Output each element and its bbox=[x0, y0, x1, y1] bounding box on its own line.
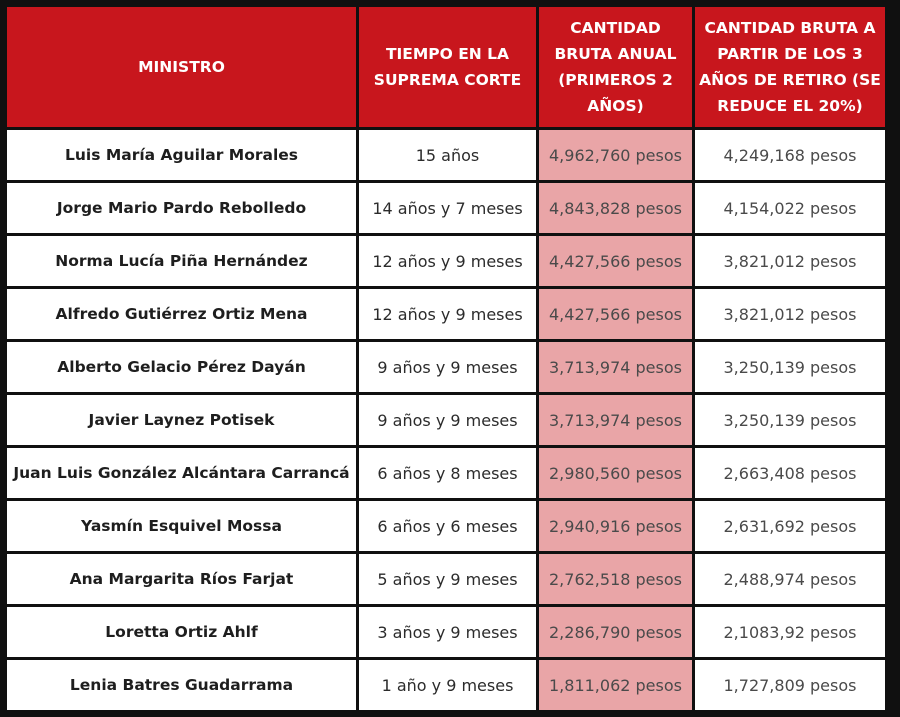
tenure-cell: 14 años y 7 meses bbox=[359, 183, 536, 233]
tenure-cell: 5 años y 9 meses bbox=[359, 554, 536, 604]
retirement-amount-cell: 3,250,139 pesos bbox=[695, 342, 885, 392]
minister-name-cell: Yasmín Esquivel Mossa bbox=[7, 501, 356, 551]
retirement-amount-cell: 3,821,012 pesos bbox=[695, 289, 885, 339]
pensions-table bbox=[4, 4, 888, 713]
annual-amount-cell: 3,713,974 pesos bbox=[539, 342, 692, 392]
table-body bbox=[7, 130, 885, 710]
table-row bbox=[7, 342, 885, 392]
tenure-cell: 9 años y 9 meses bbox=[359, 342, 536, 392]
minister-name-cell: Lenia Batres Guadarrama bbox=[7, 660, 356, 710]
minister-name-cell: Loretta Ortiz Ahlf bbox=[7, 607, 356, 657]
table-row bbox=[7, 395, 885, 445]
retirement-amount-cell: 4,154,022 pesos bbox=[695, 183, 885, 233]
annual-amount-cell: 2,286,790 pesos bbox=[539, 607, 692, 657]
minister-name-cell: Alberto Gelacio Pérez Dayán bbox=[7, 342, 356, 392]
annual-amount-cell: 1,811,062 pesos bbox=[539, 660, 692, 710]
table-row bbox=[7, 183, 885, 233]
tenure-cell: 9 años y 9 meses bbox=[359, 395, 536, 445]
retirement-amount-cell: 2,488,974 pesos bbox=[695, 554, 885, 604]
retirement-amount-cell: 2,1083,92 pesos bbox=[695, 607, 885, 657]
annual-amount-cell: 4,962,760 pesos bbox=[539, 130, 692, 180]
retirement-amount-cell: 4,249,168 pesos bbox=[695, 130, 885, 180]
table-row bbox=[7, 554, 885, 604]
annual-amount-cell: 4,427,566 pesos bbox=[539, 289, 692, 339]
header-retiro: CANTIDAD BRUTA A PARTIR DE LOS 3 AÑOS DE RETIRO (SE REDUCE EL 20%) bbox=[695, 7, 885, 127]
table-row bbox=[7, 289, 885, 339]
minister-name-cell: Javier Laynez Potisek bbox=[7, 395, 356, 445]
minister-name-cell: Juan Luis González Alcántara Carrancá bbox=[7, 448, 356, 498]
header-tiempo: TIEMPO EN LA SUPREMA CORTE bbox=[359, 7, 536, 127]
tenure-cell: 12 años y 9 meses bbox=[359, 236, 536, 286]
minister-name-cell: Jorge Mario Pardo Rebolledo bbox=[7, 183, 356, 233]
tenure-cell: 6 años y 8 meses bbox=[359, 448, 536, 498]
minister-name-cell: Norma Lucía Piña Hernández bbox=[7, 236, 356, 286]
retirement-amount-cell: 2,631,692 pesos bbox=[695, 501, 885, 551]
table-row bbox=[7, 236, 885, 286]
tenure-cell: 12 años y 9 meses bbox=[359, 289, 536, 339]
retirement-amount-cell: 1,727,809 pesos bbox=[695, 660, 885, 710]
annual-amount-cell: 4,427,566 pesos bbox=[539, 236, 692, 286]
annual-amount-cell: 3,713,974 pesos bbox=[539, 395, 692, 445]
table-row bbox=[7, 501, 885, 551]
retirement-amount-cell: 3,250,139 pesos bbox=[695, 395, 885, 445]
retirement-amount-cell: 3,821,012 pesos bbox=[695, 236, 885, 286]
tenure-cell: 1 año y 9 meses bbox=[359, 660, 536, 710]
minister-name-cell: Ana Margarita Ríos Farjat bbox=[7, 554, 356, 604]
annual-amount-cell: 4,843,828 pesos bbox=[539, 183, 692, 233]
tenure-cell: 6 años y 6 meses bbox=[359, 501, 536, 551]
minister-name-cell: Alfredo Gutiérrez Ortiz Mena bbox=[7, 289, 356, 339]
annual-amount-cell: 2,980,560 pesos bbox=[539, 448, 692, 498]
table-row bbox=[7, 448, 885, 498]
minister-name-cell: Luis María Aguilar Morales bbox=[7, 130, 356, 180]
table-row bbox=[7, 607, 885, 657]
annual-amount-cell: 2,762,518 pesos bbox=[539, 554, 692, 604]
retirement-amount-cell: 2,663,408 pesos bbox=[695, 448, 885, 498]
header-row bbox=[7, 7, 885, 127]
tenure-cell: 15 años bbox=[359, 130, 536, 180]
annual-amount-cell: 2,940,916 pesos bbox=[539, 501, 692, 551]
table-row bbox=[7, 130, 885, 180]
header-anual: CANTIDAD BRUTA ANUAL (PRIMEROS 2 AÑOS) bbox=[539, 7, 692, 127]
header-ministro: MINISTRO bbox=[7, 7, 356, 127]
table-row bbox=[7, 660, 885, 710]
tenure-cell: 3 años y 9 meses bbox=[359, 607, 536, 657]
